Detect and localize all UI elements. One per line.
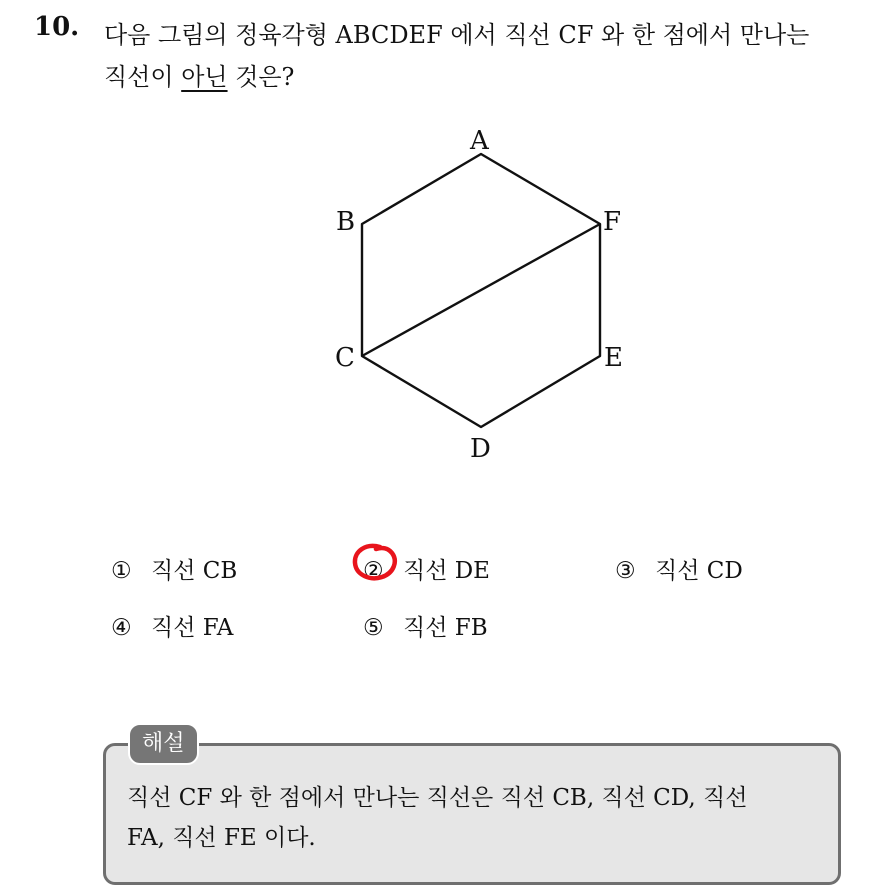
choice-4[interactable] <box>111 609 233 642</box>
vertex-label-d: D <box>470 434 491 464</box>
choice-5-mark: ⑤ <box>363 615 384 641</box>
vertex-label-f: F <box>603 207 622 237</box>
question-number: 10. <box>34 12 80 42</box>
choice-3-mark: ③ <box>615 558 636 584</box>
choice-2-mark: ② <box>363 558 384 584</box>
vertex-label-a: A <box>470 126 489 156</box>
diagonal-cf <box>362 224 600 356</box>
choice-3-text: 직선 CD <box>655 558 743 584</box>
vertex-label-c: C <box>335 343 355 373</box>
explanation-tag: 해설 <box>128 723 199 765</box>
explanation-text <box>127 778 827 858</box>
choice-1-mark: ① <box>111 558 132 584</box>
vertex-label-e: E <box>604 343 623 373</box>
question-line-2-start: 직선이 <box>104 63 182 91</box>
vertex-label-b: B <box>336 207 356 237</box>
explanation-line-1: 직선 CF 와 한 점에서 만나는 직선은 직선 CB, 직선 CD, 직선 <box>127 785 748 811</box>
explanation-line-2: FA, 직선 FE 이다. <box>127 825 316 851</box>
choice-5[interactable] <box>363 609 488 642</box>
choice-2-text: 직선 DE <box>403 558 490 584</box>
choice-1[interactable] <box>111 552 237 585</box>
choice-5-text: 직선 FB <box>403 615 488 641</box>
question-line-2-end: 것은? <box>227 63 295 91</box>
question-underlined-word: 아닌 <box>181 63 228 91</box>
choice-4-mark: ④ <box>111 615 132 641</box>
choice-3[interactable] <box>615 552 743 585</box>
choice-4-text: 직선 FA <box>151 615 234 641</box>
answer-circle-icon <box>350 541 402 585</box>
choice-1-text: 직선 CB <box>151 558 238 584</box>
question-line-1: 다음 그림의 정육각형 ABCDEF 에서 직선 CF 와 한 점에서 만나는 <box>104 21 810 49</box>
